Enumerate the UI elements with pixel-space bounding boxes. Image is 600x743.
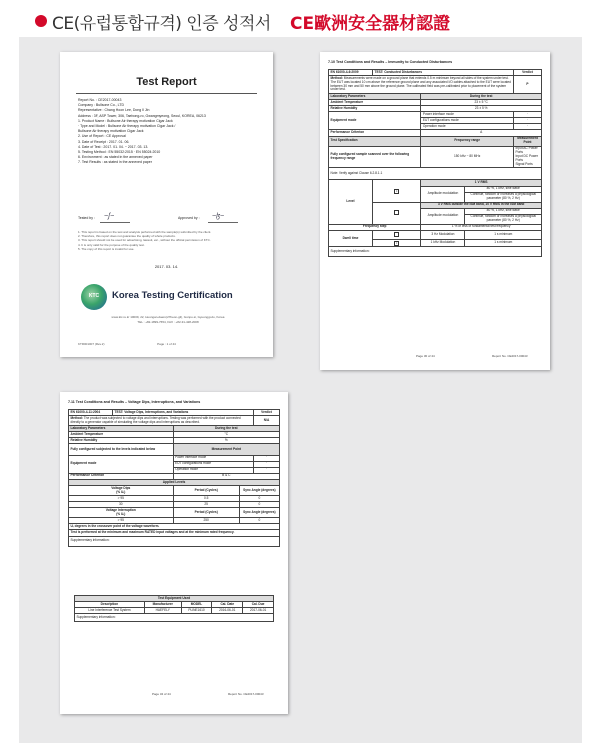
amplitude-value: 80 %, 1 kHz, sine wave [465, 208, 542, 214]
detail-line: 5. Testing Method : EN 55032:2015 · EN 55024:2010 [78, 150, 161, 155]
detail-line: Bullsone Air therapy motivation Cigar Jack [78, 129, 144, 134]
results-table [68, 409, 280, 547]
interruption-sync: 0 [239, 518, 279, 524]
verdict-label: Verdict [514, 70, 542, 76]
ktc-logo [81, 284, 107, 310]
ambient-temp-label: Ambient Temperature [69, 432, 174, 438]
measurement-point-header: Measurement Point [173, 444, 279, 455]
dwell-value: 1 s minimum [465, 230, 542, 239]
detail-line: Address : 3F, ASP Tower, 306, Taebong-ro, Gwangmyeong, Seoul, KOREA, 06213 [78, 113, 206, 118]
ambient-temp-value: 23 ± 5 °C [421, 100, 542, 106]
report-number: Report No. CE2017-00043 [228, 692, 264, 696]
value-cell: · [254, 467, 280, 473]
rel-humidity-label: Relative Humidity [329, 106, 421, 112]
report-details [78, 98, 258, 166]
address-line: www.ktc.re.kr 10009, 22, Heungan-daero(27beon-gil), Gunpo-si, Gyeonggi-do, Korea [111, 315, 225, 319]
detail-line: 2. Use of Report : CE Approval [78, 134, 126, 139]
voltage-dips-unit: (% Uₜ) [116, 489, 126, 494]
value-cell: · [514, 118, 542, 124]
title-chinese: CE歐洲安全器材認證 [290, 14, 451, 34]
page-number: Page : 1 of 44 [157, 342, 176, 346]
dip-period: 25 [173, 502, 239, 508]
period-header: Period (Cycles) [173, 508, 239, 518]
performance-criterion-label: Performance Criterion [329, 130, 421, 136]
rms-1v: 1 V RMS [421, 180, 542, 186]
period-header: Period (Cycles) [173, 486, 239, 496]
tested-by-label: Tested by : [78, 216, 95, 220]
results-table [328, 69, 542, 257]
operation-mode-label: Operation mode [421, 124, 514, 130]
dip-period: 0.5 [173, 496, 239, 502]
dip-sync: 0 [239, 502, 279, 508]
ports-cell [514, 146, 542, 168]
detail-line: Report No. : CE2017-00043 [78, 98, 122, 102]
continue-value: Continue, random or increases a physiological parameter (80 %, 2 Hz) [465, 214, 542, 224]
sync-angle-header: Sync Angle (degrees) [239, 486, 279, 496]
equipment-cell: HAEFELY [144, 608, 181, 614]
method-cell [69, 416, 254, 426]
standard-cell: EN 61000-4-11:2004 [69, 410, 113, 416]
fully-configured-label: Fully configured subjected to the levels indicated below [69, 444, 174, 455]
interruption-level: > 95 [69, 518, 174, 524]
note-cell: Test is performed at the minimum and maximum RATED input voltages and at the minimum rated frequency. [69, 530, 280, 536]
frequency-step-label: Frequency step [329, 224, 421, 230]
page-number: Page 34 of 44 [152, 692, 171, 696]
supplementary-cell: Supplementary information: [329, 247, 542, 257]
standard-cell: EN 61000-4-6:2009 [329, 70, 373, 76]
title-rule [76, 93, 257, 94]
dip-level: 30 [69, 502, 174, 508]
value-cell: · [514, 124, 542, 130]
voltage-dips-page [60, 392, 288, 714]
voltage-interruption-unit: (% Uₜ) [116, 511, 126, 516]
supplementary-cell: Supplementary information: [75, 614, 274, 622]
note-line: 3. This report should not be used for advertising, lawsuit, etc., without the official permission of KTC. [78, 238, 211, 243]
test-spec-header: Test Specification [329, 136, 421, 146]
voltage-interruption-label [69, 508, 174, 518]
power-interface-label: Power interface mode [173, 455, 253, 461]
equipment-col-header: MODEL [181, 602, 212, 608]
note-line: 1. This report is based on the test and analysis performed with the sample(s) submitted by the client. [78, 230, 212, 234]
method-label: Method: [330, 75, 343, 80]
verdict-value: N/A [254, 416, 280, 426]
test-report-cover [60, 52, 273, 357]
test-name-cell: TEST: Conducted Disturbances [373, 70, 514, 76]
section-heading: 7.10 Test Conditions and Results – Immunity to Conducted Disturbances [328, 60, 453, 64]
amplitude-modulation-label: Amplitude modulation [421, 186, 465, 202]
checkbox-cell [373, 240, 421, 247]
rel-humidity-label: Relative Humidity [69, 438, 174, 444]
org-name: Korea Testing Certification [112, 290, 233, 301]
detail-line: 7. Test Results : as stated in the annexed paper [78, 160, 152, 165]
value-cell: · [514, 112, 542, 118]
lab-params-header: Laboratory Parameters [69, 426, 174, 432]
port-item: Input AC Power Ports [515, 146, 538, 155]
fully-configured-label: Fully configured sample scanned over the following frequency range [329, 146, 421, 168]
equipment-mode-label: Equipment mode [329, 112, 421, 130]
note-line: 2. Therefore, this report does not guarantee the quality of whole products. [78, 234, 176, 239]
equipment-col-header: Manufacturer [144, 602, 181, 608]
equipment-col-header: Cal. Date [212, 602, 243, 608]
form-code: KTR001007 (Rev.2) [78, 342, 105, 346]
voltage-dips-label [69, 486, 174, 496]
report-title: Test Report [136, 76, 197, 88]
verdict-value: P [514, 76, 542, 94]
lab-params-header: Laboratory Parameters [329, 93, 421, 99]
checkbox-cell [373, 180, 421, 202]
performance-criterion-value: A [421, 130, 542, 136]
amplitude-modulation-label: Amplitude modulation [421, 208, 465, 224]
eut-config-label: EUT configurations mode [421, 118, 514, 124]
equipment-cell: PLINE1610 [181, 608, 212, 614]
port-item: Signal Ports [515, 161, 533, 166]
dwell-time-label: Dwell time [329, 230, 373, 246]
section-heading: 7.11 Test Conditions and Results – Voltage Dips, Interruptions, and Variations [68, 400, 201, 404]
address-line: TEL : +82-1899-7654, FAX : +82-31-428-2008 [137, 319, 199, 324]
eut-config-label: EUT configurations mode [173, 461, 253, 467]
method-text: Measurements were made on a ground plane that extends 0.5 m minimum beyond all sides of the system under test. The EUT was located 10 cm above the reference ground plane and any associated I/O cables attached to the EUT were located between 30 mm and 50 mm above the ground plane. The calibrated field was pre-calibrated prior to placement of the system under test. [330, 75, 511, 92]
dip-level: > 95 [69, 496, 174, 502]
header [0, 0, 600, 42]
title-korean: CE(유럽통합규격) 인증 성적서 [52, 14, 271, 34]
frequency-range-value: 150 kHz ~ 80 MHz [421, 146, 514, 168]
checkbox-cell [373, 202, 421, 224]
equipment-table [74, 595, 274, 622]
during-test-header: During the test [173, 426, 279, 432]
approved-by-label: Approved by : [178, 216, 200, 220]
value-cell: · [254, 461, 280, 467]
rel-humidity-value: 23 ± 5 % [421, 106, 542, 112]
interruption-period: 250 [173, 518, 239, 524]
test-name-cell: TEST: Voltage Dips, Interruptions, and Variations [113, 410, 254, 416]
checked-box-icon: × [395, 240, 398, 245]
detail-line: 6. Environment : as stated in the annexed paper [78, 155, 153, 160]
tester-signature: ~ʃ~ [100, 212, 130, 223]
conducted-disturbances-page [320, 52, 550, 370]
note-cell: Uₜ degrees in the crossover point of the voltage waveform. [69, 524, 280, 530]
detail-line: · Type and Model : Bullsone Air therapy motivation Cigar Jack / [78, 124, 176, 129]
dip-sync: 0 [239, 496, 279, 502]
ktc-logo-text: KTC [88, 293, 100, 299]
voltage-interruption-title: Voltage Interruption [105, 507, 136, 512]
ambient-temp-value: °C [173, 432, 279, 438]
method-cell [329, 76, 514, 94]
org-address [80, 315, 256, 324]
method-label: Method: [70, 415, 83, 420]
voltage-dips-title: Voltage Dips [111, 485, 131, 490]
performance-criterion-label: Performance Criterion [69, 473, 174, 479]
dwell-value: 1 s minimum [465, 240, 542, 247]
ambient-temp-label: Ambient Temperature [329, 100, 421, 106]
note-line: 4. It is only valid for the purpose of the quality test. [78, 242, 145, 247]
supplementary-cell: Supplementary information: [69, 536, 280, 546]
note-cell: Note: Verify against Clause 6.2.8.1.1 [329, 168, 542, 180]
sync-angle-header: Sync Angle (degrees) [239, 508, 279, 518]
detail-line: 1. Product Name : Bullsone Air therapy motivation Cigar Jack [78, 118, 173, 123]
continue-value: Continue, random or increases a physiological parameter (80 %, 2 Hz) [465, 192, 542, 202]
unchecked-box-icon [394, 210, 399, 215]
modulation-1khz: 1 kHz Modulation [421, 240, 465, 247]
report-number: Report No. CE2017-00043 [492, 354, 528, 358]
rms-isn: 3 V RMS outside the ISM band, 10 V RMS in the ISM band [421, 202, 542, 208]
equipment-col-header: Description [75, 602, 145, 608]
equipment-cell: 2017-06-01 [243, 608, 274, 614]
port-item: Input DC Power Ports [515, 153, 538, 162]
modulation-3hz: 3 Hz Modulation [421, 230, 465, 239]
checked-box-icon: × [395, 188, 398, 193]
verdict-label: Verdict [254, 410, 280, 416]
signature-block [78, 212, 258, 226]
equipment-cell: 2016-06-01 [212, 608, 243, 614]
rel-humidity-value: % [173, 438, 279, 444]
performance-criterion-value: B & C [173, 473, 279, 479]
approver-signature: ~ɮ~ [208, 212, 238, 223]
applied-levels-header: Applied Levels [69, 479, 280, 485]
frequency-range-header: Frequency range [421, 136, 514, 146]
value-cell: · [254, 455, 280, 461]
amplitude-value: 80 %, 1 kHz, sine wave [465, 186, 542, 192]
checkbox-cell [373, 230, 421, 239]
operation-mode-label: Operation mode [173, 467, 253, 473]
frequency-step-value: 1 % or less of fundamental test frequency [421, 224, 542, 230]
red-bullet-icon [35, 15, 47, 27]
equipment-cell: Line Interference Test System [75, 608, 145, 614]
equipment-col-header: Cal. Due [243, 602, 274, 608]
detail-line: 4. Date of Test : 2017. 01. 04. ~ 2017. 03. 13. [78, 144, 149, 149]
page-number: Page 30 of 44 [416, 354, 435, 358]
method-text: The product was subjected to voltage dips and interruptions. Testing was performed with the product connected directly to a generator capable of simulating the voltage dips and interruptions as described. [70, 415, 241, 424]
level-label: Level [329, 180, 373, 224]
detail-line: Company : Bullsone Co., LTD [78, 103, 125, 108]
power-interface-label: Power interface mode [421, 112, 514, 118]
report-date: 2017. 03. 14. [154, 264, 179, 269]
report-notes [78, 230, 258, 251]
note-line: 5. The copy of this report is invalid for use. [78, 246, 135, 251]
during-test-header: During the test [421, 93, 542, 99]
unchecked-box-icon [394, 232, 399, 237]
equipment-header: Test Equipment Used [75, 596, 274, 602]
equipment-mode-label: Equipment mode [69, 455, 174, 473]
detail-line: 3. Date of Receipt : 2017. 01. 06. [78, 139, 130, 144]
measurement-point-header: Measurement Point [514, 136, 542, 146]
detail-line: Representative : Chang Hoon Lee, Dong Il Jin [78, 108, 150, 113]
